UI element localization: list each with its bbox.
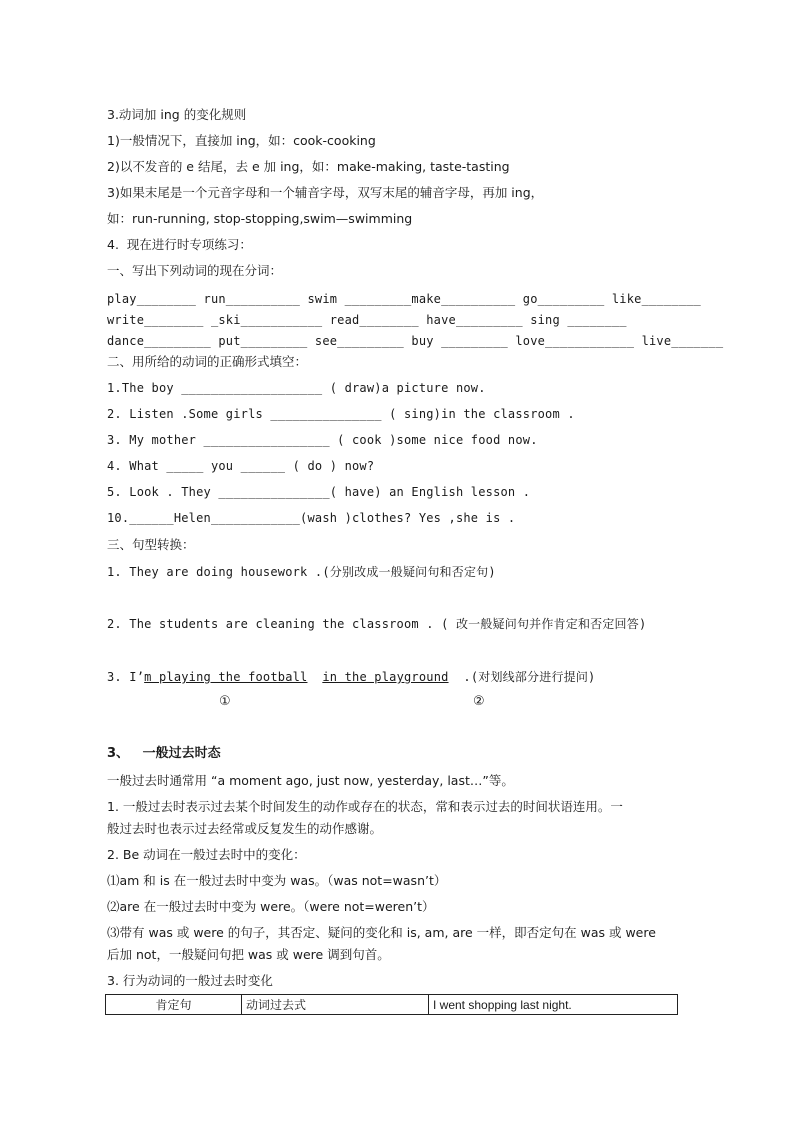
line-suffix: .(对划线部分进行提问) — [448, 670, 596, 684]
verb-table — [105, 994, 678, 1015]
line-prefix: 3. I’ — [107, 670, 145, 684]
circled-number-2: ② — [473, 694, 485, 709]
circled-number-1: ① — [219, 694, 231, 709]
table-cell: 动词过去式 — [242, 995, 429, 1015]
exercise-subheading: 一、写出下列动词的现在分词： — [107, 263, 283, 278]
paragraph-line: 3. 行为动词的一般过去时变化 — [107, 973, 273, 988]
exercise-line: dance_________ put_________ see_________ buy _________ love____________ live_______ — [107, 334, 724, 348]
table-cell: 肯定句 — [106, 995, 242, 1015]
paragraph-line: 2. Be 动词在一般过去时中的变化： — [107, 847, 306, 862]
table-row — [106, 995, 678, 1015]
spacer-text — [307, 670, 322, 684]
section-title: 3、 一般过去时态 — [107, 746, 221, 761]
exercise-subheading: 三、句型转换： — [107, 537, 195, 552]
exercise-subheading: 二、用所给的动词的正确形式填空： — [107, 354, 308, 369]
rule-line: 3)如果末尾是一个元音字母和一个辅音字母，双写末尾的辅音字母，再加 ing， — [107, 185, 544, 200]
underlined-part-1: m playing the football — [144, 670, 308, 684]
exercise-line: 1.The boy ___________________ ( draw)a picture now. — [107, 381, 486, 395]
exercise-line: play________ run__________ swim _________make__________ go_________ like________ — [107, 292, 701, 306]
paragraph-line: 1. 一般过去时表示过去某个时间发生的动作或存在的状态，常和表示过去的时间状语连用。一 — [107, 799, 623, 814]
exercise-line: 5. Look . They _______________( have) an English lesson . — [107, 485, 531, 499]
exercise-line: 3. My mother _________________ ( cook )some nice food now. — [107, 433, 538, 447]
paragraph-line: ⑵are 在一般过去时中变为 were。（were not=weren’t） — [107, 899, 435, 914]
exercise-line: 1. They are doing housework .(分别改成一般疑问句和否定句) — [107, 565, 496, 579]
section-heading: 3.动词加 ing 的变化规则 — [107, 107, 247, 122]
table-cell: I went shopping last night. — [429, 995, 678, 1015]
exercise-line: 10.______Helen____________(wash )clothes? Yes ,she is . — [107, 511, 516, 525]
exercise-line — [107, 669, 595, 685]
exercise-line: 4. What _____ you ______ ( do ) now? — [107, 459, 375, 473]
underlined-part-2: in the playground — [322, 670, 449, 684]
paragraph-line: ⑴am 和 is 在一般过去时中变为 was。（was not=wasn’t） — [107, 873, 447, 888]
paragraph-line: 后加 not，一般疑问句把 was 或 were 调到句首。 — [107, 947, 390, 962]
exercise-line: 2. Listen .Some girls _______________ ( sing)in the classroom . — [107, 407, 575, 421]
rule-line: 1)一般情况下，直接加 ing，如：cook-cooking — [107, 133, 376, 148]
exercise-line: 2. The students are cleaning the classroom . ( 改一般疑问句并作肯定和否定回答) — [107, 617, 647, 631]
rule-line: 如：run-running, stop-stopping,swim—swimming — [107, 211, 413, 226]
paragraph-line: 般过去时也表示过去经常或反复发生的动作感谢。 — [107, 821, 383, 836]
paragraph-line: 一般过去时通常用 “a moment ago, just now, yesterday, last…”等。 — [107, 773, 514, 788]
rule-line: 2)以不发音的 e 结尾，去 e 加 ing，如：make-making, taste-tasting — [107, 159, 510, 174]
paragraph-line: ⑶带有 was 或 were 的句子，其否定、疑问的变化和 is, am, are 一样，即否定句在 was 或 were — [107, 925, 656, 940]
exercise-heading: 4. 现在进行时专项练习： — [107, 237, 252, 252]
exercise-line: write________ _ski___________ read________ have_________ sing ________ — [107, 313, 627, 327]
